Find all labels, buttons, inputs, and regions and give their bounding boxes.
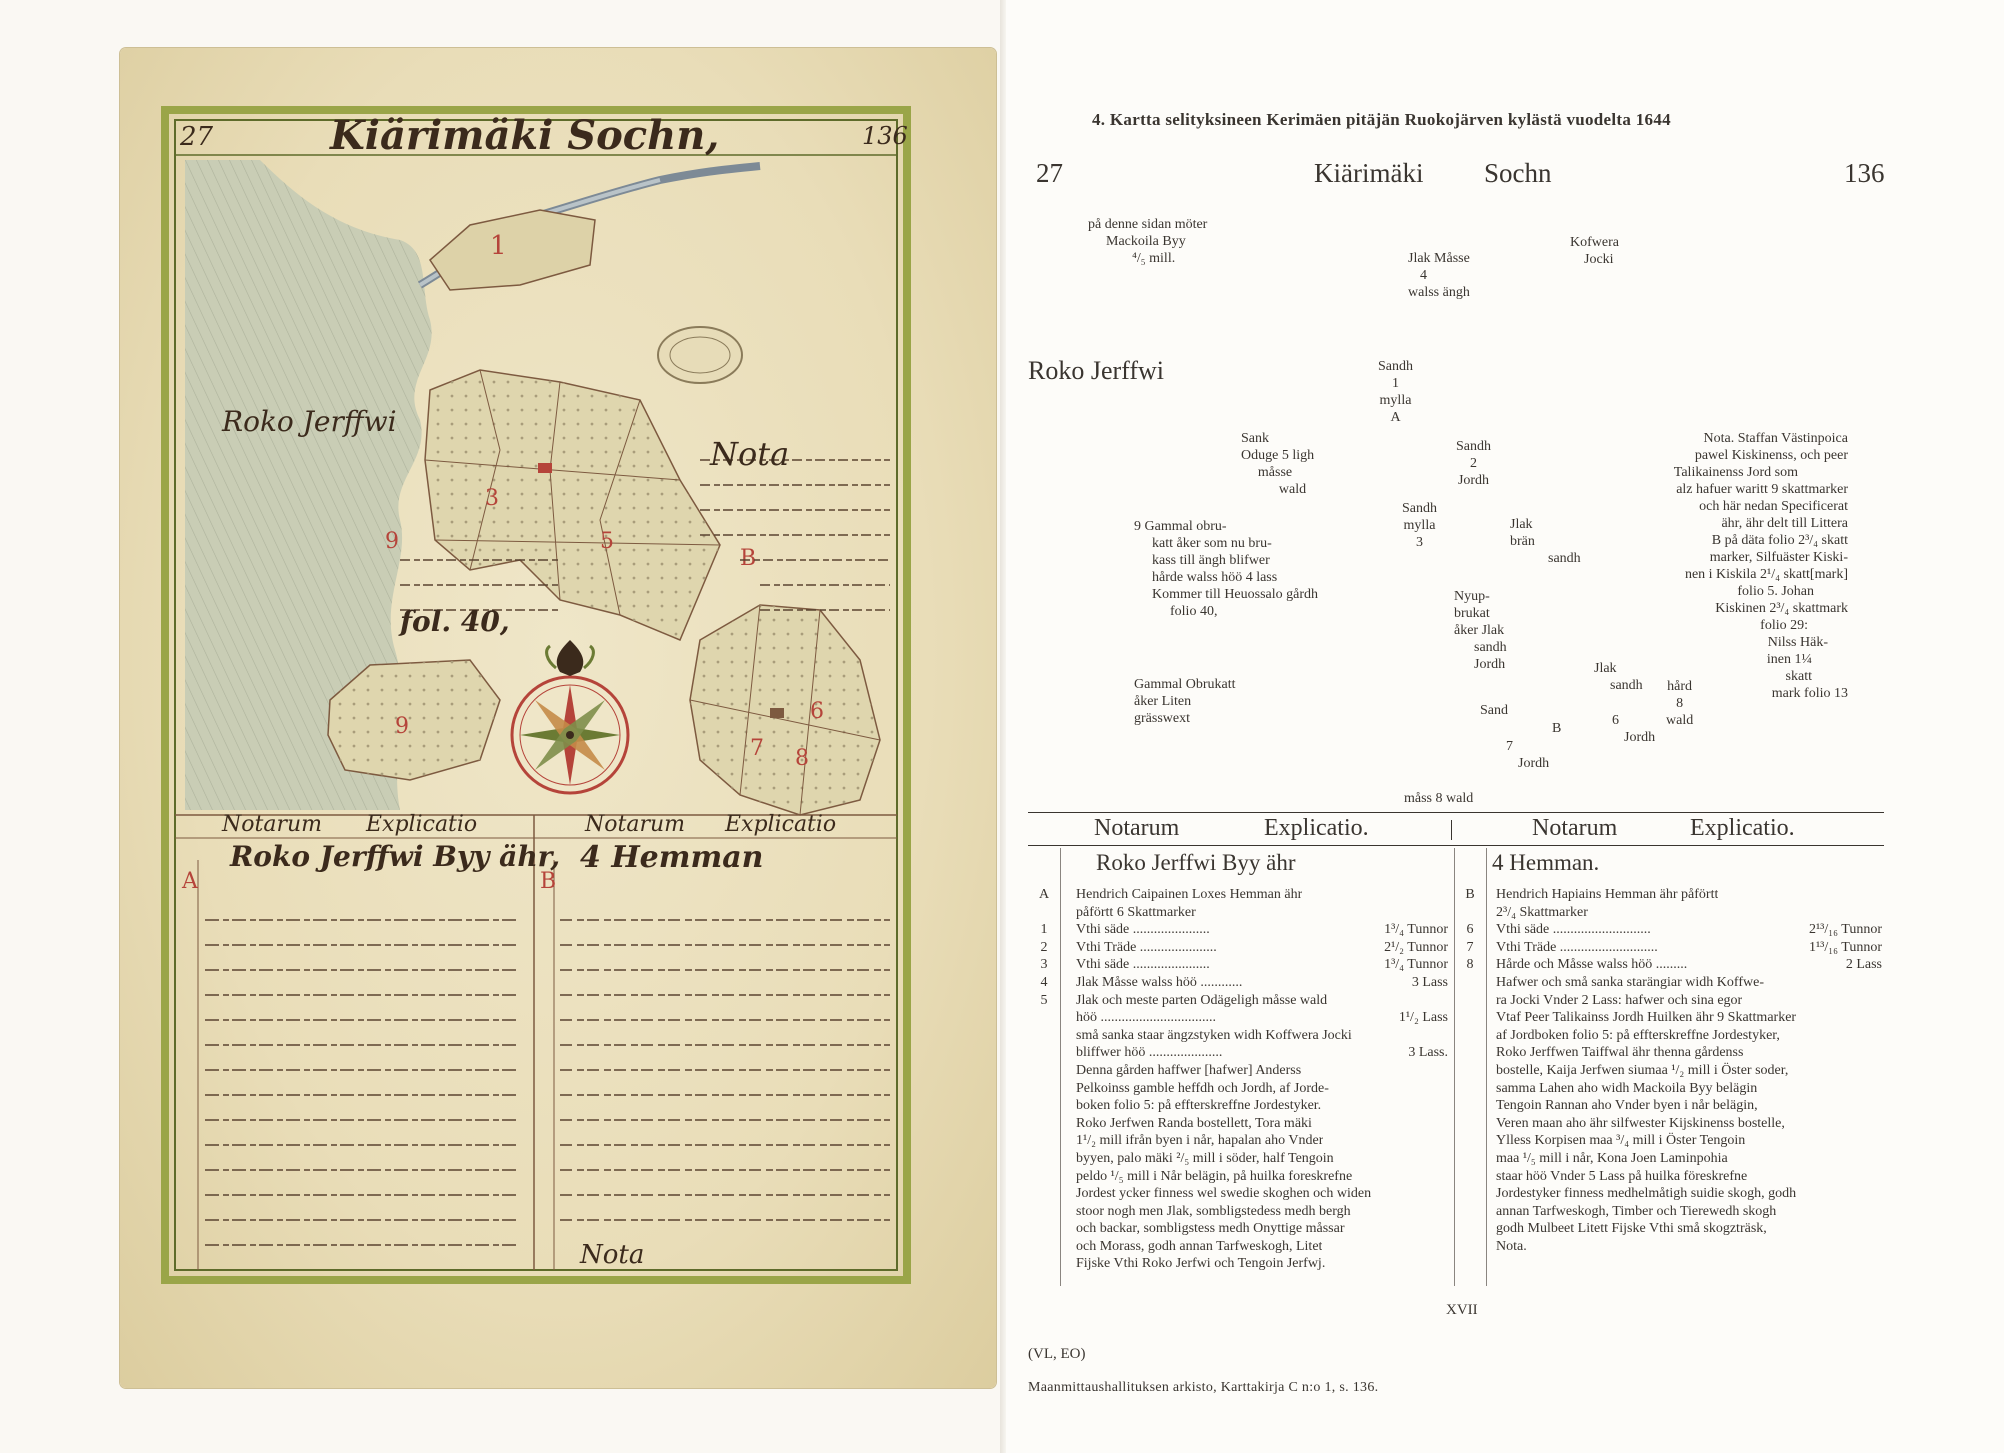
svg-text:B: B — [540, 869, 557, 894]
label-six-jordh: 6 Jordh — [1612, 713, 1656, 745]
label-sandh-mylla: Sandh 1 mylla A — [1378, 359, 1413, 425]
archive-source: Maanmittaushallituksen arkisto, Karttakirja C n:o 1, s. 136. — [1028, 1380, 1379, 1395]
label-gammal-obrukatt: 9 Gammal obru- katt åker som nu bru- kass till ängh blifwer hårde walss höö 4 lass Kommer till Heuossalo gårdh folio 40, — [1134, 519, 1319, 619]
manuscript-left-title: Roko Jerffwi Byy ähr, — [230, 840, 561, 873]
svg-text:1: 1 — [490, 231, 507, 261]
table-left-row-text: peldo ¹/₅ mill i Når belägin, på huilka foreskrefne — [1076, 1168, 1353, 1184]
compass-rose — [512, 677, 628, 793]
table-left-subtitle: Roko Jerffwi Byy ähr — [1096, 850, 1296, 875]
label-sandh-mylla-3: Sandh mylla 3 — [1402, 501, 1437, 550]
svg-text:3: 3 — [485, 486, 499, 511]
table-right-row-text: Hårde och Måsse walss höö ......... — [1496, 957, 1688, 973]
table-right-row-text: Tengoin Rannan aho Vnder byen i når belägin, — [1496, 1098, 1758, 1114]
table-left-row — [1036, 1044, 1448, 1062]
manuscript-right-title: 4 Hemman — [580, 840, 764, 875]
table-left-row-marker: 2 — [1040, 939, 1048, 955]
table-left-row — [1036, 1220, 1448, 1238]
table-left-row — [1036, 1009, 1448, 1027]
label-sandh-jordh: Sandh 2 Jordh — [1456, 439, 1491, 488]
label-gammal-obrukatt-2: Gammal Obrukatt åker Liten grässwext — [1134, 677, 1236, 726]
table-right-row — [1462, 1097, 1882, 1115]
table-left-row-text: bliffwer höö ..................... — [1076, 1045, 1223, 1061]
table-right-row — [1462, 1150, 1882, 1168]
table-right-row-marker: 8 — [1466, 957, 1474, 973]
table-right-row-marker: 7 — [1466, 939, 1474, 955]
label-jlak-bran: Jlak brän sandh — [1510, 517, 1581, 566]
table-left-row — [1036, 1168, 1448, 1186]
table-right-subtitle: 4 Hemman. — [1492, 850, 1600, 875]
table-left-row — [1036, 1080, 1448, 1098]
table-right-row — [1462, 939, 1882, 957]
table-left-row-text: 1¹/₂ mill ifrån byen i når, hapalan aho Vnder — [1076, 1133, 1324, 1149]
label-lake: Roko Jerffwi — [1028, 356, 1165, 385]
table-center-rule — [1454, 848, 1455, 1286]
house-1 — [538, 463, 552, 473]
table-left-row — [1036, 956, 1448, 974]
table-left-row — [1036, 1115, 1448, 1133]
table-left-row — [1036, 1062, 1448, 1080]
right-page — [1006, 0, 2004, 1453]
manuscript-map — [0, 0, 1000, 1453]
label-nota: Nota. Staffan Västinpoica pawel Kiskinenss, och peer Talikainenss Jord som alz hafuer waritt 9 skattmarker och här nedan Specificerat ähr, ähr delt till Littera B på däta folio 2³/₄ skatt marker, Silfuäster Kiski- nen i Kiskila 2¹/₄ skatt[mark] folio 5. Johan Kiskinen 2³/₄ skattmark folio 29: Nilss Häk- inen 1¼ skatt mark folio 13 — [1673, 431, 1848, 701]
table-left-row — [1036, 1238, 1448, 1256]
left-page — [0, 0, 1000, 1453]
table-right-row-text: Nota. — [1496, 1238, 1527, 1254]
table-right-row — [1462, 992, 1882, 1010]
page-number: XVII — [1446, 1302, 1478, 1318]
table-left-row-text: och backar, sombligstess medh Onyttige måssar — [1076, 1221, 1345, 1237]
table-left-row-text: Jordest ycker finness wel swedie skoghen och widen — [1076, 1186, 1372, 1202]
table-left-row-text: Hendrich Caipainen Loxes Hemman ähr — [1076, 887, 1303, 902]
table-right-row-text: maa ¹/₅ mill i når, Kona Joen Laminpohia — [1496, 1150, 1728, 1166]
table-left-row — [1036, 974, 1448, 992]
table-right-row — [1462, 921, 1882, 939]
header-title-kiarimaki: Kiärimäki — [1314, 158, 1424, 188]
table-left-row-text: Denna gården haffwer [hafwer] Anderss — [1076, 1062, 1302, 1078]
table-left-row — [1036, 1255, 1448, 1273]
table-right-row — [1462, 1203, 1882, 1221]
table-right-row — [1462, 956, 1882, 974]
table-right-row-text: Hendrich Hapiains Hemman ähr påförtt — [1496, 887, 1719, 902]
header-left-number: 27 — [1036, 158, 1063, 188]
table-right-row-value: 2 Lass — [1845, 957, 1882, 973]
table-left-row — [1036, 921, 1448, 939]
table-right-row-text: Vthi Träde ............................ — [1496, 939, 1658, 955]
table-right-notarum: Notarum — [1532, 815, 1618, 841]
table-left-notarum: Notarum — [1094, 815, 1180, 841]
table-left-row — [1036, 886, 1448, 904]
table-right-row — [1462, 1238, 1882, 1256]
label-b: B — [1552, 721, 1562, 736]
table-right-row-marker: 6 — [1466, 922, 1474, 938]
table-left-row — [1036, 904, 1448, 922]
table-left-row-text: Pelkoinss gamble heffdh och Jordh, af Jorde- — [1076, 1080, 1329, 1096]
table-left-row-text: Vthi säde ...................... — [1076, 922, 1210, 938]
table-right-row-value: 2¹³/₁₆ Tunnor — [1808, 922, 1882, 938]
table-left-row-marker: 5 — [1040, 992, 1048, 1008]
table-left-row — [1036, 1027, 1448, 1045]
manuscript-table-right-explicatio: Explicatio — [725, 812, 837, 837]
table-right-row-text: 2³/₄ Skattmarker — [1496, 904, 1588, 920]
table-right-row — [1462, 886, 1882, 904]
table-left-row-text: små sanka staar ängzstyken widh Koffwera Jocki — [1076, 1027, 1352, 1043]
table-right-row — [1462, 974, 1882, 992]
svg-text:7: 7 — [750, 736, 764, 761]
table-right-row-text: Veren maan aho ähr silfwester Kijskinenss bostelle, — [1496, 1115, 1785, 1131]
table-left-row-text: byyen, palo mäki ²/₅ mill i söder, half Tengoin — [1076, 1150, 1334, 1166]
table-left-row-text: påförtt 6 Skattmarker — [1076, 904, 1196, 920]
table-right-row-text: Vthi säde ............................ — [1496, 922, 1651, 938]
table-right-row-text: Roko Jerffwen Taiffwal ähr thenna gårdenss — [1496, 1045, 1744, 1061]
svg-text:9: 9 — [395, 714, 409, 739]
table-right-row-text: godh Mulbeet Litett Fijske Vthi små skogzträsk, — [1496, 1221, 1767, 1237]
table-right-explicatio: Explicatio. — [1690, 815, 1795, 841]
table-header-rule — [1028, 845, 1884, 846]
table-left-row-marker: 1 — [1040, 922, 1048, 938]
table-left-row — [1036, 1097, 1448, 1115]
manuscript-table-right-header: Notarum — [585, 812, 685, 837]
table-right-row-text: samma Lahen aho widh Mackoila Byy belägin — [1496, 1080, 1758, 1096]
table-center-divider — [1451, 820, 1452, 840]
table-right-row-text: Hafwer och små sanka starängiar widh Koffwe- — [1496, 974, 1764, 990]
table-left-row — [1036, 1132, 1448, 1150]
svg-text:6: 6 — [810, 699, 824, 724]
table-right-row — [1462, 1062, 1882, 1080]
house-2 — [770, 708, 784, 718]
table-left-row-text: Roko Jerfwen Randa bostellett, Tora mäki — [1076, 1115, 1312, 1131]
svg-text:5: 5 — [600, 529, 614, 554]
table-right-row-text: annan Tarfweskogh, Timber och Tierewedh skogh — [1496, 1203, 1777, 1219]
figure-caption: 4. Kartta selityksineen Kerimäen pitäjän Ruokojärven kylästä vuodelta 1644 — [1092, 110, 1671, 129]
table-left-row-text: Jlak och meste parten Odägeligh måsse wald — [1076, 992, 1328, 1008]
table-left-row-value: 1¹/₂ Lass — [1398, 1010, 1448, 1026]
header-right-number: 136 — [1844, 158, 1885, 188]
manuscript-table-left-explicatio: Explicatio — [366, 812, 478, 837]
table-top-rule — [1028, 812, 1884, 813]
table-right-row-text: ra Jocki Vnder 2 Lass: hafwer och sina egor — [1496, 992, 1743, 1008]
table-right-row — [1462, 1115, 1882, 1133]
table-left-row-text: och Morass, godh annan Tarfweskogh, Litet — [1076, 1238, 1323, 1254]
table-right-row — [1462, 1080, 1882, 1098]
table-left-row — [1036, 992, 1448, 1010]
manuscript-header-right: 136 — [862, 122, 908, 150]
table-left-row-value: 1³/₄ Tunnor — [1384, 957, 1448, 973]
table-right-row — [1462, 1044, 1882, 1062]
label-seven-jordh: 7 Jordh — [1506, 739, 1550, 771]
table-right-row — [1462, 1009, 1882, 1027]
manuscript-nota: Nota — [710, 435, 790, 473]
manuscript-header-left: 27 — [180, 122, 214, 152]
table-right-row-text: Vtaf Peer Talikainss Jordh Huilken ähr 9 Skattmarker — [1496, 1010, 1797, 1026]
meadow-1 — [430, 210, 595, 290]
label-kofwera: Kofwera Jocki — [1570, 235, 1619, 267]
label-nyupbrukat: Nyup- brukat åker Jlak sandh Jordh — [1454, 589, 1507, 672]
label-hard-skatt: hård 8 wald — [1666, 679, 1694, 728]
table-right-row-marker: B — [1465, 887, 1475, 902]
table-right-row-text: Jordestyker finness medhelmåtigh suidie skogh, godh — [1496, 1186, 1797, 1202]
seal — [658, 327, 742, 383]
svg-text:9: 9 — [385, 529, 399, 554]
table-left-row-text: höö ................................. — [1076, 1010, 1216, 1026]
table-left-row-text: Vthi Träde ...................... — [1076, 939, 1217, 955]
label-jlak-sandh: Jlak sandh — [1594, 661, 1643, 693]
manuscript-fol40: fol. 40, — [400, 605, 510, 638]
manuscript-nota-bottom: Nota — [580, 1240, 645, 1270]
table-right-row-text: Ylless Korpisen maa ³/₄ mill i Öster Tengoin — [1496, 1133, 1746, 1149]
label-mackoila: på denne sidan möter Mackoila Byy ⁴/₅ mill. — [1088, 217, 1208, 266]
table-right-row-text: bostelle, Kaija Jerfwen siumaa ¹/₂ mill i Öster soder, — [1496, 1062, 1789, 1078]
header-title-sochn: Sochn — [1484, 158, 1552, 188]
table-right-row — [1462, 1168, 1882, 1186]
table-left-row-text: Vthi säde ...................... — [1076, 957, 1210, 973]
table-left-explicatio: Explicatio. — [1264, 815, 1369, 841]
svg-text:8: 8 — [795, 746, 809, 771]
manuscript-table-left-header: Notarum — [222, 812, 322, 837]
manuscript-lake-label: Roko Jerffwi — [222, 405, 397, 438]
manuscript-header-title: Kiärimäki Sochn, — [330, 112, 720, 159]
table-left-rows — [1036, 886, 1448, 1273]
table-left-row — [1036, 939, 1448, 957]
table-left-row-text: Jlak Måsse walss höö ............ — [1076, 974, 1243, 990]
table-right-rows — [1462, 886, 1882, 1255]
table-right-row-text: af Jordboken folio 5: på effterskreffne Jordestyker, — [1496, 1027, 1780, 1043]
table-left-row — [1036, 1185, 1448, 1203]
table-left-row-marker: A — [1038, 887, 1050, 902]
label-sank: Sank Oduge 5 ligh måsse wald — [1241, 431, 1315, 497]
svg-text:A: A — [182, 869, 198, 894]
table-left-row-text: boken folio 5: på effterskreffne Jordestyker. — [1076, 1098, 1322, 1114]
table-left-row-value: 2¹/₂ Tunnor — [1384, 939, 1448, 955]
table-left-row — [1036, 1150, 1448, 1168]
table-right-row-text: staar höö Vnder 5 Lass på huilka föreskrefne — [1496, 1168, 1748, 1184]
table-left-row-marker: 3 — [1040, 957, 1048, 973]
table-right-row — [1462, 904, 1882, 922]
fleur-de-lis — [557, 640, 584, 676]
table-right-row-value: 1¹³/₁₆ Tunnor — [1808, 939, 1882, 955]
table-left-row-value: 3 Lass. — [1408, 1045, 1448, 1061]
table-left-row-marker: 4 — [1040, 974, 1048, 990]
table-right-row — [1462, 1220, 1882, 1238]
table-left-row-text: Fijske Vthi Roko Jerfwi och Tengoin Jerfwj. — [1076, 1256, 1326, 1272]
label-sand: Sand — [1480, 703, 1508, 718]
label-jlak-masse: Jlak Måsse 4 walss ängh — [1408, 251, 1470, 300]
table-right-row — [1462, 1185, 1882, 1203]
table-left-row — [1036, 1203, 1448, 1221]
table-left-row-text: stoor nogh men Jlak, sombligstedess medh bergh — [1076, 1203, 1351, 1219]
svg-text:B: B — [740, 546, 757, 571]
table-right-row — [1462, 1027, 1882, 1045]
table-right-row — [1462, 1132, 1882, 1150]
table-left-row-value: 1³/₄ Tunnor — [1384, 922, 1448, 938]
image-credit: (VL, EO) — [1028, 1346, 1086, 1362]
label-mass-wald: måss 8 wald — [1404, 791, 1474, 806]
table-left-row-value: 3 Lass — [1411, 974, 1448, 990]
